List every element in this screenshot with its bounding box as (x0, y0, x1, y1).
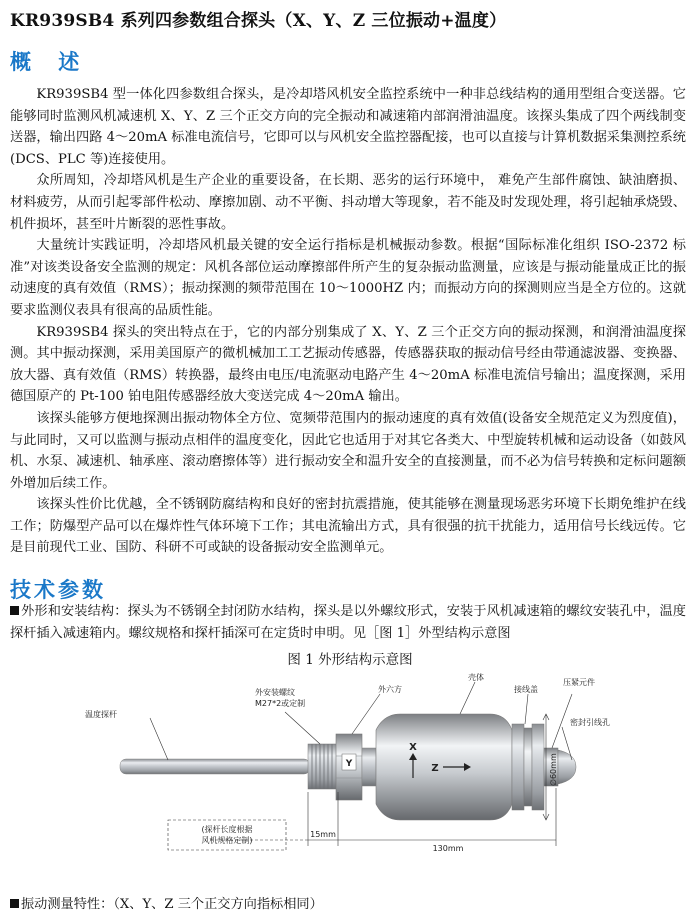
probe-figure (80, 668, 640, 868)
spec-text (10, 601, 686, 644)
shell-label: 壳体 (468, 673, 484, 682)
paragraph: 该探头能够方便地探测出振动物体全方位、宽频带范围内的振动速度的真有效值(设备安全规范定义为烈度值)，与此同时，又可以监测与振动点相伴的温度变化，因此它也适用于对其它各类大、中型旋转机械和运动设备（如鼓风机、水泵、减速机、轴承座、滚动磨擦体等）进行振动安全和温升安全的直接测量，而不必为信号转换和定标问题额外增加后续工作。 (10, 410, 686, 491)
overview-text (10, 84, 686, 559)
thread-label-2: M27*2或定制 (255, 699, 306, 708)
axis-y-label: Y (345, 759, 353, 769)
press-label: 压紧元件 (563, 678, 595, 687)
axis-x-label: X (409, 742, 417, 753)
temperature-rod (120, 759, 310, 774)
document-title: KR939SB4 系列四参数组合探头（X、Y、Z 三位振动+温度） (10, 11, 507, 31)
bullet-square-icon (10, 899, 19, 908)
rod-length-note-1: (探杆长度根据 (201, 825, 253, 834)
axis-z-label: Z (431, 763, 439, 774)
cover-label: 接线盖 (514, 685, 538, 694)
paragraph: KR939SB4 探头的突出特点在于，它的内部分别集成了 X、Y、Z 三个正交方向的振动探测，和润滑油温度探测。其中振动探测，采用美国原产的微机械加工工艺振动传感器，传感器获取的振动信号经由带通滤波器、变换器、放大器、真有效值（RMS）转换器，最终由电压/电流驱动电路产生 4～20mA 标准电流信号输出；温度探测，采用德国原产的 Pt-100 铂电阻传感器经放大变送完成 4～20mA 输出。 (10, 324, 686, 405)
thread-label-1: 外安装螺纹 (255, 688, 295, 697)
dimension-15: 15mm (310, 830, 336, 839)
paragraph: 大量统计实践证明，冷却塔风机最关键的安全运行指标是机械振动参数。根据“国际标准化组织 ISO-2372 标准”对该类设备安全监测的规定：风机各部位运动摩擦部件所产生的复杂振动监测量，应该是与振动能量成正比的振动速度的真有效值（RMS）；振动探测的频带范围在 10～1000HZ 内；而振动方向的探测则应当是全方位的。这就要求监测仪表具有很高的品质性能。 (10, 238, 686, 318)
spec-mount-paragraph (10, 601, 686, 644)
spec-mount-text: 外形和安装结构：探头为不锈钢全封闭防水结构，探头是以外螺纹形式，安装于风机减速箱的螺纹安装孔中，温度探杆插入减速箱内。螺纹规格和探杆插深可在定货时申明。见［图 1］外型结构示意图 (10, 604, 686, 641)
rod-label: 温度探杆 (85, 710, 117, 719)
section-heading-params: 技术参数 (10, 578, 106, 602)
paragraph: 该探头性价比优越，全不锈钢防腐结构和良好的密封抗震措施，使其能够在测量现场恶劣环境下长期免维护在线工作；防爆型产品可以在爆炸性气体环境下工作；其电流输出方式，具有很强的抗干扰能力，适用信号长线远传。它是目前现代工业、国防、科研不可或缺的设备振动安全监测单元。 (10, 497, 686, 556)
probe-drawing (80, 668, 640, 868)
vibration-spec-heading (10, 893, 323, 912)
rod-length-note-2: 风机规格定制) (201, 836, 253, 845)
paragraph: 众所周知，冷却塔风机是生产企业的重要设备，在长期、恶劣的运行环境中， 难免产生部件腐蚀、缺油磨损、材料疲劳，从而引起零部件松动、摩擦加剧、动不平衡、抖动增大等现象，若不能及时发现处理，将引起轴承烧毁、机件损坏，甚至叶片断裂的恶性事故。 (10, 173, 686, 232)
mounting-thread (308, 744, 338, 789)
vibration-spec-text: 振动测量特性：（X、Y、Z 三个正交方向指标相同） (21, 897, 323, 912)
seal-cap (558, 750, 576, 784)
bullet-square-icon (10, 606, 19, 615)
figure-caption: 图 1 外形结构示意图 (287, 652, 413, 668)
paragraph: KR939SB4 型一体化四参数组合探头，是冷却塔风机安全监控系统中一种非总线结构的通用型组合变送器。它能够同时监测风机减速机 X、Y、Z 三个正交方向的完全振动和减速箱内部润滑油温度。该探头集成了四个两线制变送器，输出四路 4～20mA 标准电流信号，它即可以与风机安全监控器配接，也可以直接与计算机数据采集测控系统(DCS、PLC 等)连接使用。 (10, 87, 686, 167)
dimension-130: 130mm (432, 844, 464, 853)
diameter-label: ∅60mm (549, 753, 558, 786)
seal-label: 密封引线孔 (570, 718, 610, 727)
hex-label: 外六方 (378, 685, 402, 694)
wiring-cover (512, 724, 524, 810)
section-heading-overview: 概 述 (10, 50, 90, 74)
